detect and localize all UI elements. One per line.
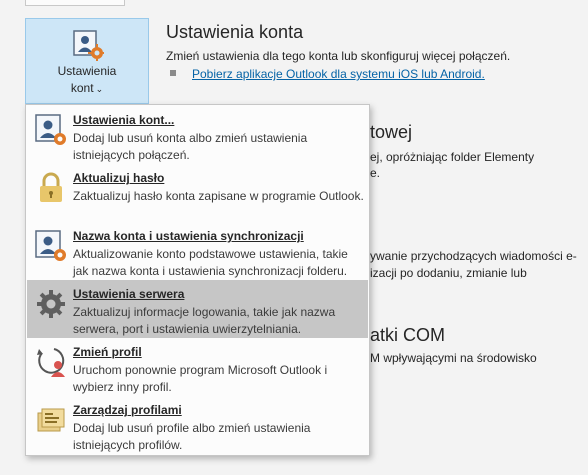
outlook-mobile-link[interactable]: Pobierz aplikacje Outlook dla systemu iOS lub Android. — [192, 67, 485, 81]
com-addins-title: atki COM — [370, 325, 446, 345]
mailbox-section-desc-2: e. — [370, 166, 381, 180]
gear-icon — [34, 287, 68, 321]
menu-item-account-name-sync[interactable] — [27, 222, 368, 280]
menu-item-title: Zarządzaj profilami — [73, 403, 182, 417]
manage-profiles-icon — [34, 403, 68, 437]
account-settings-desc: Zmień ustawienia dla tego konta lub skonfiguruj więcej połączeń. — [166, 49, 511, 63]
menu-item-title: Aktualizuj hasło — [73, 171, 165, 185]
menu-item-title: Nazwa konta i ustawienia synchronizacji — [73, 229, 304, 243]
mailbox-section-desc: ej, opróżniając folder Elementy — [370, 150, 535, 164]
menu-item-desc: Dodaj lub usuń konta albo zmień ustawienia istniejących połączeń. — [73, 131, 308, 162]
menu-item-desc: Zaktualizuj informacje logowania, takie jak nazwa serwera, port i ustawienia uwierzytelniania. — [73, 305, 336, 336]
menu-item-desc: Zaktualizuj hasło konta zapisane w programie Outlook. — [73, 189, 364, 203]
bullet-icon — [170, 70, 176, 76]
top-frame — [25, 0, 125, 6]
account-settings-menu — [25, 104, 370, 456]
menu-item-desc: Dodaj lub usuń profile albo zmień ustawienia istniejących profilów. — [73, 421, 311, 452]
com-addins-desc: M wpływającymi na środowisko — [370, 351, 537, 365]
change-profile-icon — [34, 345, 68, 379]
menu-item-server-settings[interactable] — [27, 280, 368, 338]
account-button-label: Ustawienia — [57, 64, 117, 78]
menu-item-desc: Uruchom ponownie program Microsoft Outlook i wybierz inny profil. — [73, 363, 328, 394]
account-settings-button[interactable] — [25, 18, 149, 104]
menu-item-title: Zmień profil — [73, 345, 142, 359]
menu-item-title: Ustawienia serwera — [73, 287, 185, 301]
lock-icon — [34, 171, 68, 205]
menu-item-manage-profiles[interactable] — [27, 396, 368, 454]
rules-section-desc: ywanie przychodzących wiadomości e- — [370, 249, 577, 263]
account-settings-title: Ustawienia konta — [166, 22, 304, 42]
account-settings-icon — [34, 113, 68, 147]
menu-item-update-password[interactable] — [27, 164, 368, 222]
mailbox-section-title: towej — [370, 122, 413, 142]
account-button-label-2: kont ⌄ — [70, 81, 104, 95]
menu-item-account-settings[interactable] — [27, 106, 368, 164]
rules-section-desc-2: izacji po dodaniu, zmianie lub — [370, 266, 527, 280]
menu-item-desc: Aktualizowanie konto podstawowe ustawienia, takie jak nazwa konta i ustawienia synchronizacji folderu. — [73, 247, 348, 278]
menu-item-title: Ustawienia kont... — [73, 113, 175, 127]
menu-item-change-profile[interactable] — [27, 338, 368, 396]
account-settings-icon — [72, 29, 104, 61]
account-sync-icon — [34, 229, 68, 263]
chevron-down-icon: ⌄ — [95, 84, 104, 94]
